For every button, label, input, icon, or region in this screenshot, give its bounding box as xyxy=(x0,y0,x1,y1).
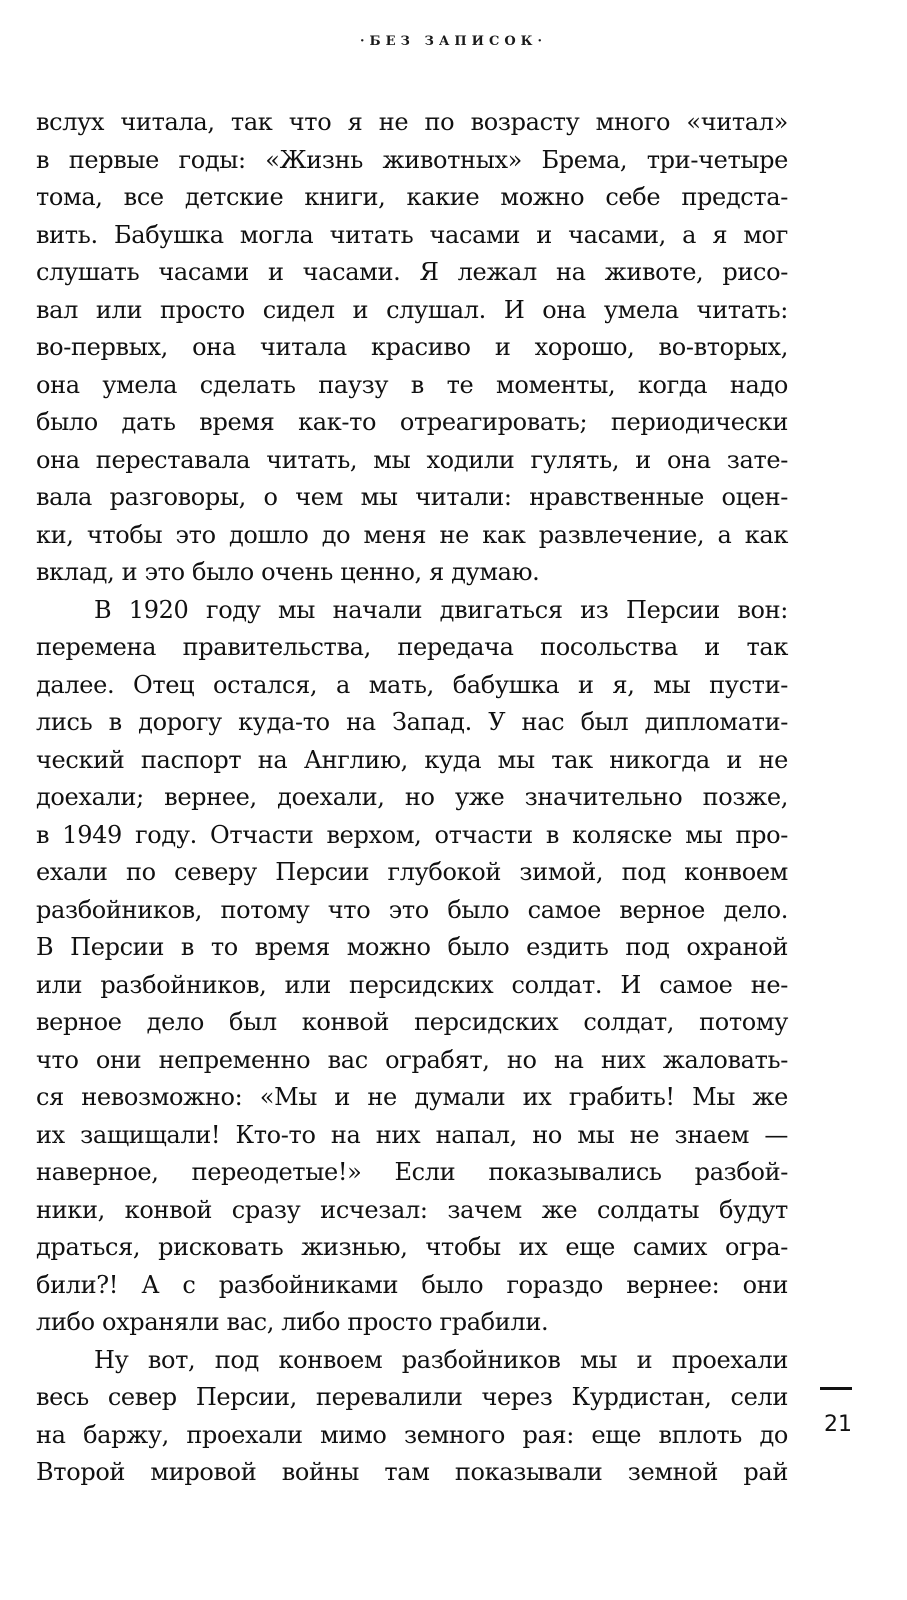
text-line: ки, чтобы это дошло до меня не как развлечение, а как xyxy=(36,520,788,549)
text-line: верное дело был конвой персидских солдат, потому xyxy=(36,1008,788,1036)
text-line: во-первых, она читала красиво и хорошо, во-вторых, xyxy=(36,333,788,361)
running-head: ·БЕЗ ЗАПИСОК· xyxy=(360,34,547,49)
text-line: В Персии в то время можно было ездить под охраной xyxy=(36,933,788,961)
text-line: наверное, переодетые!» Если показывались разбой- xyxy=(36,1158,788,1186)
text-line: весь север Персии, перевалили через Курдистан, сели xyxy=(36,1383,788,1411)
text-line: она умела сделать паузу в те моменты, когда надо xyxy=(36,370,788,399)
text-line: их защищали! Кто-то на них напал, но мы не знаем — xyxy=(36,1120,788,1149)
text-line: вала разговоры, о чем мы читали: нравственные оцен- xyxy=(36,483,788,511)
text-line: вить. Бабушка могла читать часами и часами, а я мог xyxy=(36,220,788,249)
text-line: она переставала читать, мы ходили гулять, и она зате- xyxy=(36,445,788,474)
text-line: ческий паспорт на Англию, куда мы так никогда и не xyxy=(36,745,788,774)
text-line: слушать часами и часами. Я лежал на животе, рисо- xyxy=(36,258,788,286)
text-line: ехали по северу Персии глубокой зимой, под конвоем xyxy=(36,858,788,886)
page-number: 21 xyxy=(824,1412,852,1437)
text-line: на баржу, проехали мимо земного рая: еще вплоть до xyxy=(36,1420,788,1449)
text-line: перемена правительства, передача посольства и так xyxy=(36,633,788,661)
text-line: или разбойников, или персидских солдат. И самое не- xyxy=(36,970,788,999)
paragraph-start-line: В 1920 году мы начали двигаться из Персии вон: xyxy=(94,595,788,624)
text-line: разбойников, потому что это было самое верное дело. xyxy=(36,895,788,924)
text-line: доехали; вернее, доехали, но уже значительно позже, xyxy=(36,783,788,811)
text-line: били?! А с разбойниками было гораздо вернее: они xyxy=(36,1270,788,1299)
paragraph-end-line: либо охраняли вас, либо просто грабили. xyxy=(36,1308,549,1336)
paragraph-start-line: Ну вот, под конвоем разбойников мы и проехали xyxy=(94,1345,788,1374)
paragraph-end-line: вклад, и это было очень ценно, я думаю. xyxy=(36,558,540,586)
text-line: далее. Отец остался, а мать, бабушка и я, мы пусти- xyxy=(36,670,788,699)
text-line: ники, конвой сразу исчезал: зачем же солдаты будут xyxy=(36,1195,788,1224)
text-line: что они непременно вас ограбят, но на них жаловать- xyxy=(36,1045,788,1074)
text-line: драться, рисковать жизнью, чтобы их еще самих огра- xyxy=(36,1233,788,1261)
text-line: ся невозможно: «Мы и не думали их грабить! Мы же xyxy=(36,1083,788,1111)
body-text xyxy=(36,104,788,1492)
text-line: в 1949 году. Отчасти верхом, отчасти в коляске мы про- xyxy=(36,820,788,849)
text-line: в первые годы: «Жизнь животных» Брема, три-четыре xyxy=(36,145,788,174)
text-line: лись в дорогу куда-то на Запад. У нас был дипломати- xyxy=(36,708,788,736)
text-line: было дать время как-то отреагировать; периодически xyxy=(36,408,788,436)
text-line: вал или просто сидел и слушал. И она умела читать: xyxy=(36,295,788,324)
text-line: вслух читала, так что я не по возрасту много «читал» xyxy=(36,108,788,136)
text-line: Второй мировой войны там показывали земной рай xyxy=(36,1458,788,1486)
page-number-rule xyxy=(820,1387,852,1390)
text-line: тома, все детские книги, какие можно себе предста- xyxy=(36,183,788,211)
